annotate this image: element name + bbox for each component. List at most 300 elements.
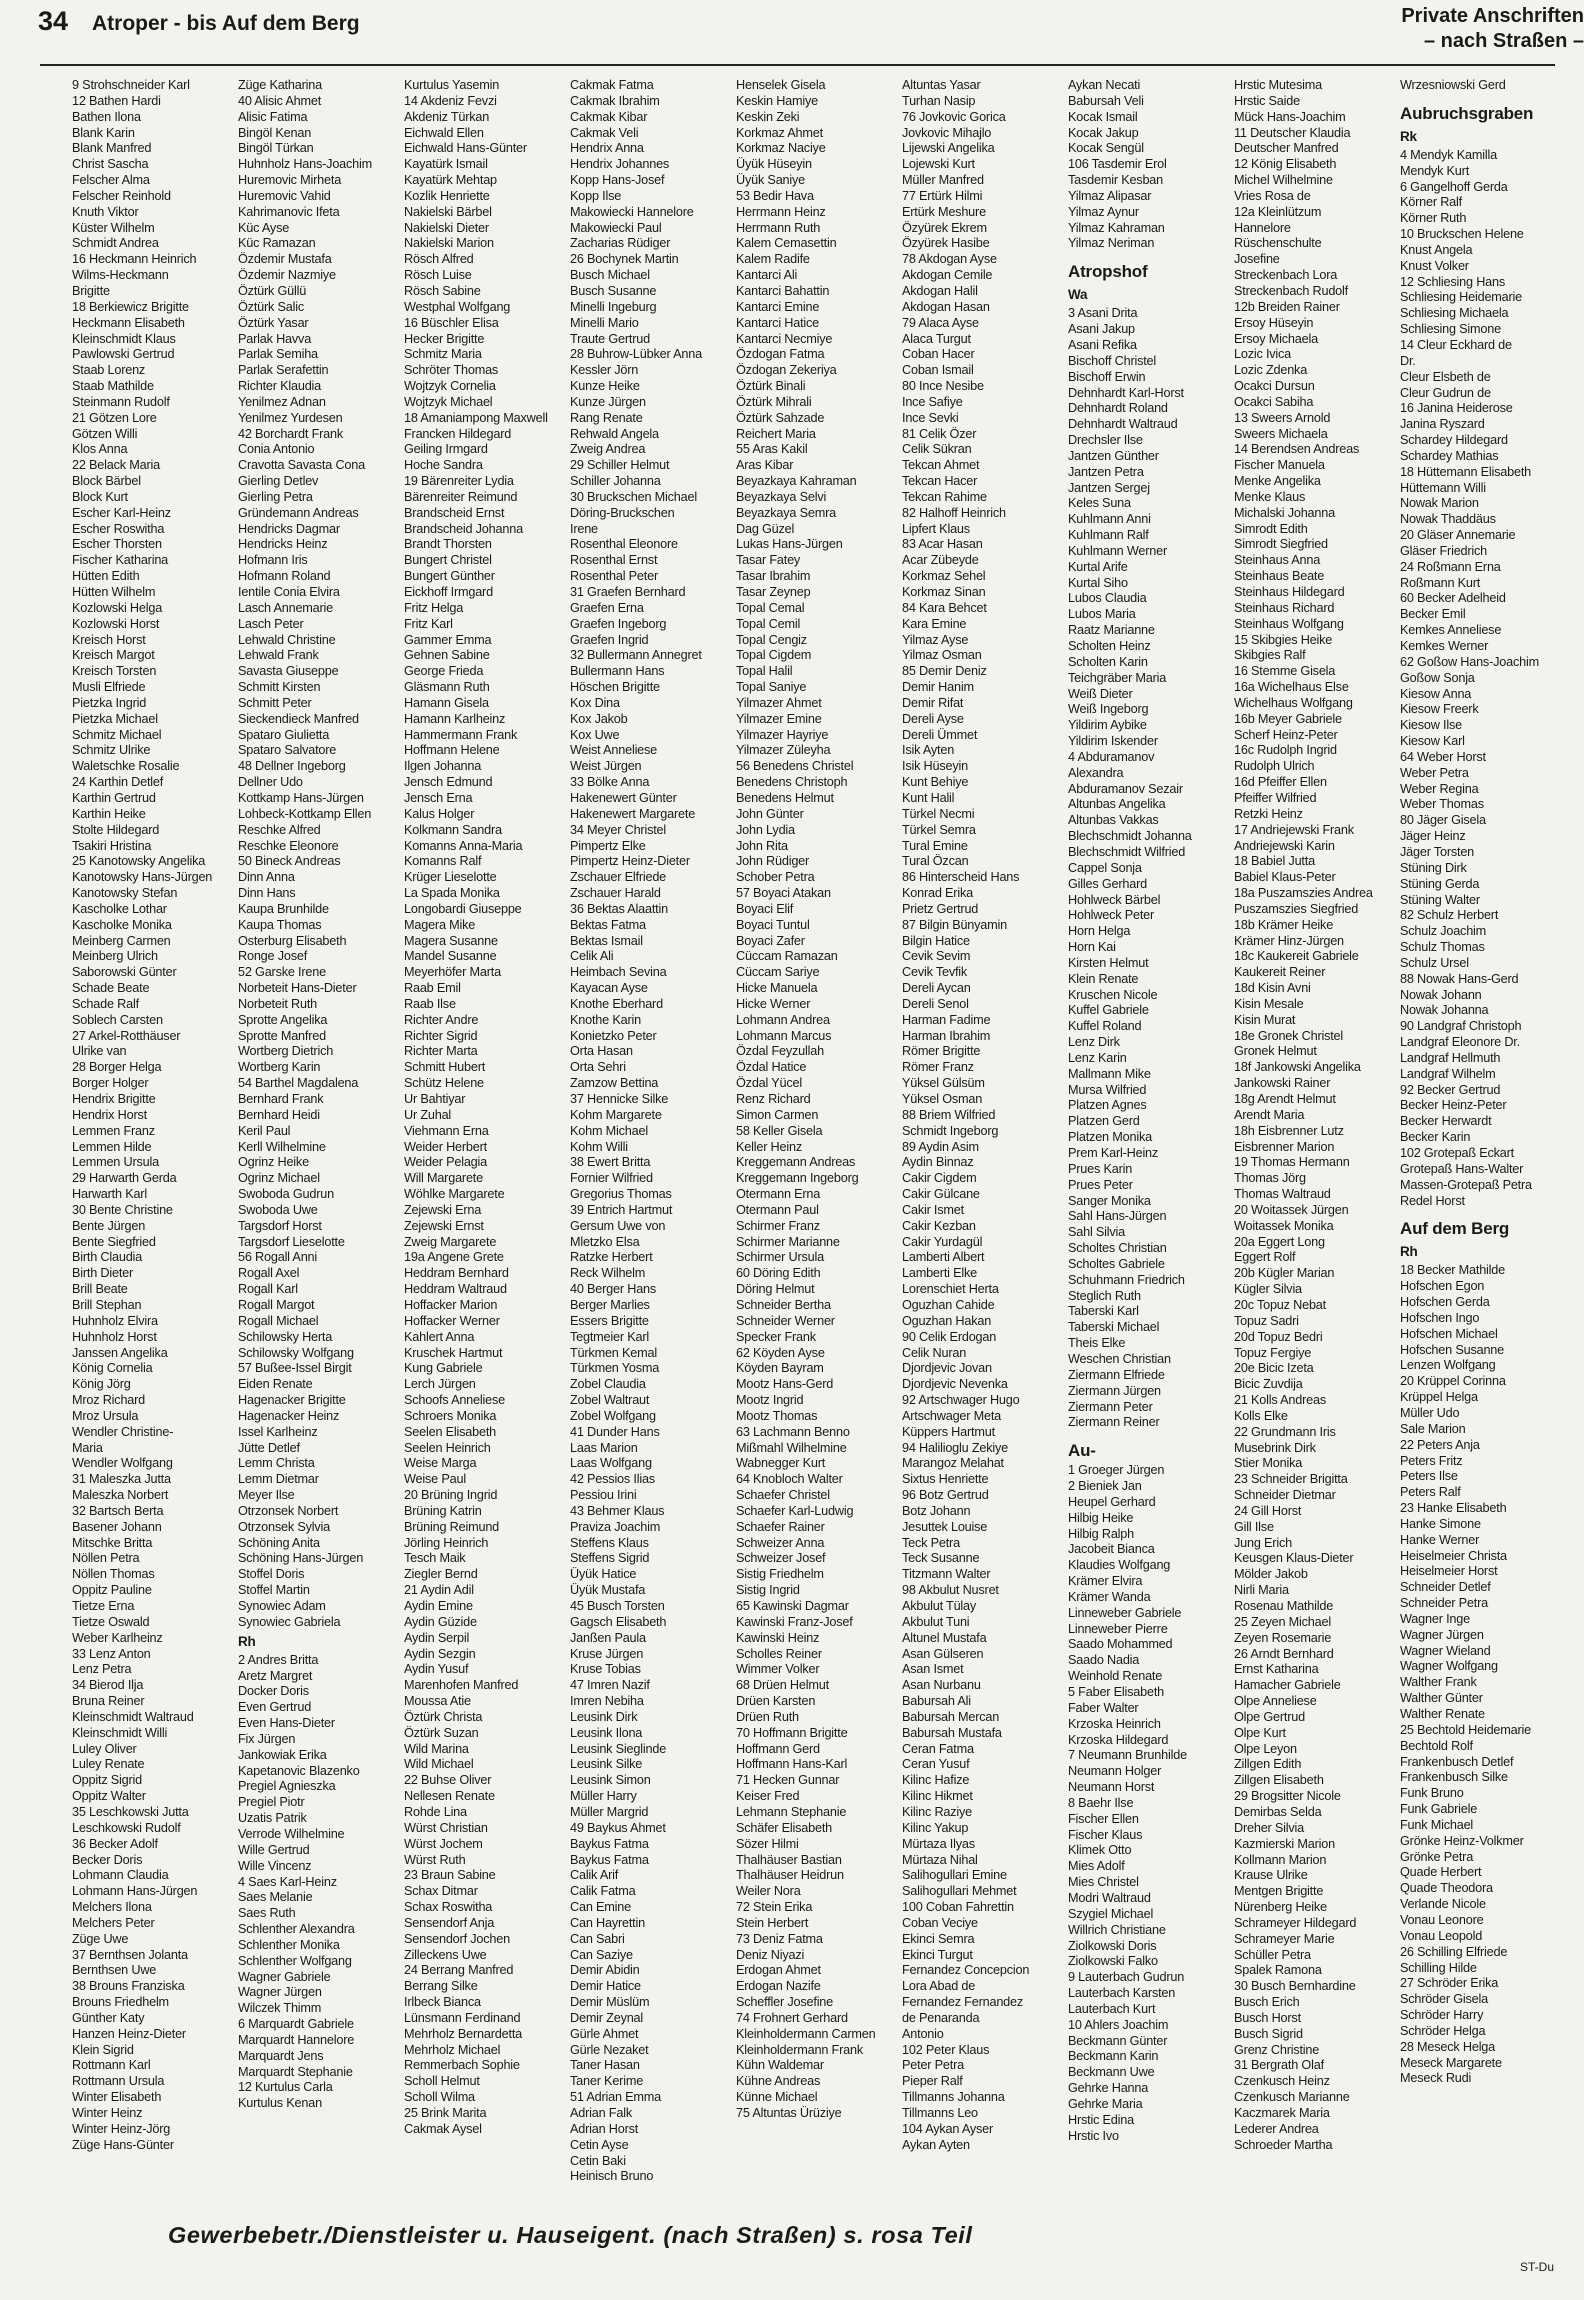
listing-entry: Francken Hildegard	[404, 426, 512, 441]
listing-entry: 64 Weber Horst	[1400, 749, 1486, 764]
listing-entry: Babiel Klaus-Peter	[1234, 870, 1336, 885]
listing-entry: John Lydia	[736, 822, 795, 837]
listing-entry: Yüksel Gülsüm	[902, 1076, 985, 1091]
listing-entry: Özdal Feyzullah	[736, 1044, 824, 1059]
listing-entry: Orta Hasan	[570, 1044, 633, 1059]
listing-entry: Salihogullari Emine	[902, 1868, 1007, 1883]
listing-entry: Topal Saniye	[736, 680, 807, 695]
listing-entry: Gierling Detlev	[238, 474, 319, 489]
listing-entry: Sprotte Angelika	[238, 1012, 328, 1027]
listing-entry: 23 Schneider Brigitta	[1234, 1472, 1348, 1487]
listing-entry: Laas Marion	[570, 1440, 638, 1455]
listing-entry: Parlak Serafettin	[238, 363, 329, 378]
listing-entry: Hrstic Ivo	[1068, 2128, 1119, 2143]
listing-entry: Sahl Hans-Jürgen	[1068, 1209, 1167, 1224]
listing-entry: Lehmann Stephanie	[736, 1804, 847, 1819]
listing-entry: Seelen Elisabeth	[404, 1424, 497, 1439]
listing-entry: 49 Baykus Ahmet	[570, 1820, 666, 1835]
listing-entry: Hanzen Heinz-Dieter	[72, 2026, 186, 2041]
listing-entry: 88 Nowak Hans-Gerd	[1400, 971, 1519, 986]
listing-entry: Horn Helga	[1068, 924, 1131, 939]
listing-entry: Mißmahl Wilhelmine	[736, 1440, 847, 1455]
listing-entry: Richter Andre	[404, 1012, 479, 1027]
listing-entry: Ersoy Hüseyin	[1234, 315, 1314, 330]
listing-entry: Schneider Bertha	[736, 1297, 831, 1312]
listing-entry: Özdemir Mustafa	[238, 252, 332, 267]
listing-entry: Ronge Josef	[238, 949, 308, 964]
listing-entry: Jankowski Rainer	[1234, 1076, 1331, 1091]
listing-entry: Akdogan Cemile	[902, 268, 993, 283]
listing-entry: 94 Halilioglu Zekiye	[902, 1440, 1009, 1455]
listing-entry: Schuhmann Friedrich	[1068, 1272, 1185, 1287]
listing-entry: Mehrholz Bernardetta	[404, 2026, 523, 2041]
listing-entry: 37 Bernthsen Jolanta	[72, 1947, 188, 1962]
listing-entry: 16 Janina Heiderose	[1400, 401, 1513, 416]
listing-entry: Reschke Alfred	[238, 822, 321, 837]
listing-entry: Taberski Karl	[1068, 1304, 1139, 1319]
listing-entry: 20d Topuz Bedri	[1234, 1329, 1323, 1344]
listing-entry: Eiden Renate	[238, 1377, 313, 1392]
listing-entry: 75 Altuntas Ürüziye	[736, 2106, 842, 2120]
listing-entry: Leusink Ilona	[570, 1725, 643, 1740]
listing-entry: Gersum Uwe von	[570, 1218, 666, 1233]
listing-entry: Öztürk Binali	[736, 379, 806, 394]
listing-entry: Ocakci Dursun	[1234, 379, 1315, 394]
listing-entry: Coban Ismail	[902, 363, 974, 378]
listing-entry: Gierling Petra	[238, 489, 313, 504]
listing-entry: 14 Berendsen Andreas	[1234, 442, 1360, 457]
listing-entry: Hagenacker Heinz	[238, 1408, 340, 1423]
listing-entry: Brill Beate	[72, 1282, 128, 1297]
listing-entry: 17 Andriejewski Frank	[1234, 822, 1354, 837]
section-title-line2: – nach Straßen –	[1423, 30, 1584, 52]
listing-entry: Erdogan Ahmet	[736, 1963, 821, 1978]
listing-entry: Jung Erich	[1234, 1535, 1292, 1550]
listing-entry: Tekcan Hacer	[902, 474, 978, 489]
listing-entry: Mies Adolf	[1068, 1859, 1125, 1874]
listing-entry: Yildirim Iskender	[1068, 734, 1158, 749]
listing-entry: Thomas Waltraud	[1234, 1187, 1331, 1202]
listing-entry: Hendricks Heinz	[238, 537, 328, 552]
listing-entry: Döring-Bruckschen	[570, 505, 675, 520]
listing-entry: Weist Jürgen	[570, 759, 642, 774]
listing-entry: Stoffel Doris	[238, 1567, 305, 1582]
listing-entry: Simrodt Siegfried	[1234, 537, 1328, 552]
listing-entry: Ziegler Bernd	[404, 1567, 478, 1582]
listing-entry: Topuz Sadri	[1234, 1313, 1299, 1328]
listing-entry: Leusink Silke	[570, 1757, 643, 1772]
listing-entry: Prues Peter	[1068, 1177, 1133, 1192]
listing-entry: Rösch Luise	[404, 268, 472, 283]
listing-entry: Gehrke Hanna	[1068, 2081, 1149, 2096]
listing-entry: 104 Aykan Ayser	[902, 2121, 994, 2136]
column-8	[1234, 78, 1392, 2208]
listing-entry: Zweig Andrea	[570, 442, 646, 457]
listing-entry: Teichgräber Maria	[1068, 670, 1167, 685]
listing-entry: Karthin Heike	[72, 806, 146, 821]
listing-entry: Yilmaz Ayse	[902, 632, 969, 647]
listing-entry: Hofschen Gerda	[1400, 1295, 1490, 1310]
listing-entry: Grotepaß Hans-Walter	[1400, 1161, 1524, 1176]
listing-entry: Mürtaza Nihal	[902, 1852, 978, 1867]
listing-entry: Demir Hanim	[902, 680, 974, 695]
listing-entry: 62 Goßow Hans-Joachim	[1400, 654, 1539, 669]
listing-entry: Öztürk Salic	[238, 299, 304, 314]
listing-entry: Titzmann Walter	[902, 1567, 991, 1582]
listing-entry: Rogall Michael	[238, 1313, 319, 1328]
listing-entry: 12 Schliesing Hans	[1400, 274, 1506, 289]
listing-entry: 85 Demir Deniz	[902, 664, 987, 679]
listing-entry: Meinberg Carmen	[72, 933, 171, 948]
listing-entry: 39 Entrich Hartmut	[570, 1202, 673, 1217]
listing-entry: 7 Neumann Brunhilde	[1068, 1748, 1187, 1763]
listing-entry: Kisin Murat	[1234, 1012, 1296, 1027]
listing-entry: Lünsmann Ferdinand	[404, 2010, 521, 2025]
listing-entry: Pregiel Piotr	[238, 1795, 305, 1810]
listing-entry: Pieper Ralf	[902, 2074, 963, 2089]
listing-entry: Grönke Petra	[1400, 1849, 1474, 1864]
listing-entry: Weider Pelagia	[404, 1155, 488, 1170]
listing-entry: Nakielski Marion	[404, 236, 494, 251]
listing-entry: Kessler Jörn	[570, 363, 639, 378]
listing-entry: Römer Franz	[902, 1060, 974, 1075]
listing-entry: Orta Sehri	[570, 1060, 626, 1075]
listing-entry: 25 Zeyen Michael	[1234, 1614, 1331, 1629]
listing-entry: Gürle Ahmet	[570, 2026, 639, 2041]
listing-entry: 78 Akdogan Ayse	[902, 252, 997, 267]
listing-entry: Mück Hans-Joachim	[1234, 109, 1346, 124]
listing-entry: Hicke Manuela	[736, 981, 818, 996]
listing-entry: 34 Bierod Ilja	[72, 1678, 144, 1693]
listing-entry: Türkel Necmi	[902, 806, 975, 821]
listing-entry: Mootz Hans-Gerd	[736, 1377, 834, 1392]
listing-entry: Pfeiffer Wilfried	[1234, 790, 1317, 805]
listing-entry: Kaukereit Reiner	[1234, 965, 1326, 980]
listing-entry: Topal Cemil	[736, 616, 801, 631]
listing-entry: Christ Sascha	[72, 157, 149, 172]
listing-entry: Sistig Friedhelm	[736, 1567, 824, 1582]
listing-entry: Kocak Sengül	[1068, 141, 1144, 156]
listing-entry: Harwarth Karl	[72, 1187, 147, 1202]
listing-entry: Schax Roswitha	[404, 1900, 493, 1915]
listing-entry: Schmidt Ingeborg	[902, 1123, 999, 1138]
listing-entry: Demir Zeynal	[570, 2010, 644, 2025]
listing-entry: Targsdorf Lieselotte	[238, 1234, 345, 1249]
listing-entry: Steinhaus Anna	[1234, 553, 1321, 568]
listing-entry: Arendt Maria	[1234, 1107, 1305, 1122]
listing-entry: Basener Johann	[72, 1519, 162, 1534]
listing-entry: Magera Susanne	[404, 933, 498, 948]
listing-entry: Yenilmez Yurdesen	[238, 410, 343, 425]
listing-entry: Korkmaz Ahmet	[736, 125, 823, 140]
listing-entry: Bingöl Kenan	[238, 125, 312, 140]
listing-entry: 76 Jovkovic Gorica	[902, 109, 1006, 124]
listing-entry: Spalek Ramona	[1234, 1963, 1322, 1978]
listing-entry: 31 Maleszka Jutta	[72, 1472, 171, 1487]
listing-entry: Schmitt Kirsten	[238, 680, 321, 695]
listing-entry: Ertürk Meshure	[902, 204, 986, 219]
listing-entry: 90 Landgraf Christoph	[1400, 1019, 1522, 1034]
listing-entry: Kox Dina	[570, 695, 620, 710]
listing-entry: Hendrix Horst	[72, 1107, 147, 1122]
listing-entry: Eickhoff Irmgard	[404, 585, 493, 599]
listing-entry: Beyazkaya Kahraman	[736, 474, 857, 489]
listing-entry: Kohm Margarete	[570, 1107, 662, 1122]
listing-entry: Hoffmann Gerd	[736, 1741, 820, 1756]
listing-entry: Bullermann Hans	[570, 664, 665, 679]
listing-entry: Funk Gabriele	[1400, 1802, 1478, 1817]
listing-entry: Wagner Wieland	[1400, 1643, 1491, 1658]
listing-entry: Swoboda Uwe	[238, 1202, 318, 1217]
listing-entry: Menke Klaus	[1234, 489, 1306, 504]
listing-entry: Meyerhöfer Marta	[404, 965, 501, 980]
listing-entry: 4 Saes Karl-Heinz	[238, 1874, 337, 1889]
listing-entry: Theis Elke	[1068, 1336, 1126, 1351]
listing-entry: 30 Bruckschen Michael	[570, 489, 697, 504]
street-heading: Aubruchsgraben	[1400, 103, 1534, 123]
listing-entry: Ince Sevki	[902, 410, 959, 425]
listing-entry: Tegtmeier Karl	[570, 1329, 649, 1344]
listing-entry: 62 Köyden Ayse	[736, 1345, 825, 1360]
listing-entry: Wimmer Volker	[736, 1662, 820, 1677]
listing-entry: Cetin Baki	[570, 2153, 626, 2168]
listing-entry: Lemmen Franz	[72, 1123, 155, 1138]
listing-entry: Schade Ralf	[72, 996, 139, 1011]
listing-entry: Lohmann Hans-Jürgen	[72, 1884, 198, 1899]
listing-entry: Taner Hasan	[570, 2058, 640, 2073]
listing-entry: Scholl Helmut	[404, 2074, 480, 2089]
listing-entry: Mies Christel	[1068, 1875, 1139, 1890]
listing-entry: Krämer Wanda	[1068, 1589, 1151, 1604]
listing-entry: Rosenau Mathilde	[1234, 1599, 1334, 1613]
listing-entry: Hamann Karlheinz	[404, 711, 506, 726]
listing-entry: Kollmann Marion	[1234, 1852, 1327, 1867]
listing-entry: Züge Uwe	[72, 1931, 129, 1946]
listing-entry: 86 Hinterscheid Hans	[902, 870, 1020, 885]
listing-entry: Renz Richard	[736, 1092, 811, 1106]
listing-entry: Cakmak Kibar	[570, 109, 648, 124]
listing-entry: 36 Becker Adolf	[72, 1836, 158, 1851]
listing-entry: Kunt Halil	[902, 790, 955, 805]
listing-entry: Wabnegger Kurt	[736, 1456, 826, 1471]
listing-entry: Rohde Lina	[404, 1804, 467, 1819]
listing-entry: Neumann Horst	[1068, 1780, 1155, 1795]
listing-entry: Türkmen Kemal	[570, 1345, 657, 1360]
listing-entry: Ientile Conia Elvira	[238, 585, 340, 599]
listing-entry: Döring Helmut	[736, 1282, 815, 1297]
listing-entry: Parlak Havva	[238, 331, 312, 346]
listing-entry: Celik Nuran	[902, 1345, 967, 1360]
listing-entry: 100 Coban Fahrettin	[902, 1900, 1014, 1915]
listing-entry: Schaefer Rainer	[736, 1519, 825, 1534]
listing-entry: Günther Katy	[72, 2010, 145, 2025]
listing-entry: Jesuttek Louise	[902, 1519, 988, 1534]
listing-entry: Erdogan Nazife	[736, 1979, 821, 1994]
listing-entry: Hendrix Anna	[570, 141, 644, 156]
listing-entry: Conia Antonio	[238, 442, 315, 457]
listing-entry: 20 Woitassek Jürgen	[1234, 1202, 1349, 1217]
listing-entry: Specker Frank	[736, 1329, 816, 1344]
listing-entry: 20a Eggert Long	[1234, 1234, 1325, 1249]
listing-entry: Rudolph Ulrich	[1234, 759, 1315, 774]
listing-entry: Ceran Fatma	[902, 1741, 974, 1756]
listing-entry: Berger Marlies	[570, 1297, 650, 1312]
listing-entry: Deutscher Manfred	[1234, 141, 1339, 156]
listing-entry: Funk Michael	[1400, 1817, 1474, 1832]
listing-entry: Jörling Heinrich	[404, 1535, 489, 1550]
listing-entry: 18c Kaukereit Gabriele	[1234, 949, 1359, 964]
listing-entry: Sahl Silvia	[1068, 1225, 1126, 1240]
listing-entry: Lamberti Elke	[902, 1266, 977, 1281]
listing-entry: Cakir Ismet	[902, 1202, 964, 1217]
listing-entry: Korkmaz Sehel	[902, 569, 986, 584]
listing-entry: Peters Ralf	[1400, 1485, 1461, 1500]
listing-entry: Weiß Dieter	[1068, 686, 1133, 701]
listing-entry: Schulz Joachim	[1400, 924, 1487, 939]
listing-entry: 82 Halhoff Heinrich	[902, 505, 1006, 520]
listing-entry: 42 Borchardt Frank	[238, 426, 343, 441]
listing-entry: Schäfer Elisabeth	[736, 1820, 833, 1835]
listing-entry: Schliesing Simone	[1400, 322, 1501, 337]
listing-entry: Escher Roswitha	[72, 521, 165, 536]
listing-entry: 55 Aras Kakil	[736, 442, 808, 457]
listing-entry: Josefine	[1234, 252, 1280, 267]
listing-entry: Knothe Eberhard	[570, 996, 663, 1011]
listing-entry: Tietze Oswald	[72, 1614, 150, 1629]
listing-entry: Keller Heinz	[736, 1139, 802, 1154]
listing-entry: Akbulut Tuni	[902, 1614, 970, 1629]
listing-entry: Henselek Gisela	[736, 78, 826, 92]
listing-entry: Busch Susanne	[570, 283, 657, 298]
listing-entry: Marquardt Jens	[238, 2048, 324, 2063]
listing-entry: Leusink Sieglinde	[570, 1741, 667, 1756]
listing-entry: Lauterbach Kurt	[1068, 2001, 1156, 2016]
listing-entry: 106 Tasdemir Erol	[1068, 157, 1167, 172]
listing-entry: Kaczmarek Maria	[1234, 2106, 1330, 2120]
listing-entry: Graefen Ingrid	[570, 632, 649, 647]
listing-entry: Mursa Wilfried	[1068, 1082, 1147, 1097]
listing-entry: Rüschenschulte	[1234, 236, 1322, 251]
listing-entry: Ilgen Johanna	[404, 759, 482, 774]
listing-entry: Kiesow Ilse	[1400, 718, 1462, 733]
listing-entry: Cevik Tevfik	[902, 965, 968, 980]
listing-entry: Dehnhardt Karl-Horst	[1068, 385, 1184, 400]
listing-entry: Keiser Fred	[736, 1789, 800, 1804]
listing-entry: Hofschen Michael	[1400, 1326, 1498, 1341]
listing-entry: Steinhaus Beate	[1234, 569, 1325, 584]
listing-entry: Ogrinz Heike	[238, 1155, 309, 1170]
listing-entry: Kisin Mesale	[1234, 996, 1304, 1011]
listing-entry: Hoffacker Marion	[404, 1297, 498, 1312]
listing-entry: 1 Groeger Jürgen	[1068, 1463, 1165, 1478]
listing-entry: Yilmaz Alipasar	[1068, 188, 1152, 203]
listing-entry: Kox Jakob	[570, 711, 628, 726]
listing-entry: Teck Susanne	[902, 1551, 980, 1566]
listing-entry: Kleinschmidt Waltraud	[72, 1709, 194, 1724]
listing-entry: Sensendorf Anja	[404, 1915, 495, 1930]
listing-entry: 29 Brogsitter Nicole	[1234, 1789, 1341, 1804]
listing-entry: Can Sabri	[570, 1931, 625, 1946]
listing-entry: 15 Skibgies Heike	[1234, 632, 1333, 647]
listing-entry: Keril Paul	[238, 1123, 291, 1138]
listing-entry: Öztürk Sahzade	[736, 410, 825, 425]
listing-entry: Schmidt Andrea	[72, 236, 159, 251]
listing-entry: 89 Aydin Asim	[902, 1139, 979, 1154]
listing-entry: 54 Barthel Magdalena	[238, 1076, 359, 1091]
listing-entry: 16 Büschler Elisa	[404, 315, 499, 330]
listing-entry: 31 Bergrath Olaf	[1234, 2058, 1324, 2073]
listing-entry: Verlande Nicole	[1400, 1897, 1486, 1912]
listing-entry: Kuhlmann Werner	[1068, 543, 1168, 558]
listing-entry: 3 Asani Drita	[1068, 306, 1138, 321]
listing-entry: Weber Thomas	[1400, 797, 1484, 812]
listing-entry: Swoboda Gudrun	[238, 1187, 334, 1202]
listing-entry: Cakir Gülcane	[902, 1187, 980, 1202]
street-heading: Atropshof	[1068, 262, 1148, 282]
listing-entry: Winter Elisabeth	[72, 2090, 162, 2105]
listing-entry: Kurtulus Kenan	[238, 2096, 322, 2111]
listing-entry: Ceran Yusuf	[902, 1757, 970, 1772]
listing-entry: 40 Berger Hans	[570, 1282, 657, 1297]
listing-entry: Kurtulus Yasemin	[404, 78, 500, 92]
listing-entry: 30 Bente Christine	[72, 1202, 173, 1217]
listing-entry: Bicic Zuvdija	[1234, 1377, 1303, 1392]
listing-entry: Becker Doris	[72, 1852, 143, 1867]
listing-entry: Kirsten Helmut	[1068, 955, 1149, 970]
listing-entry: Hecker Brigitte	[404, 331, 485, 346]
listing-entry: Weschen Christian	[1068, 1351, 1171, 1366]
listing-entry: 57 Boyaci Atakan	[736, 886, 831, 901]
listing-entry: Götzen Willi	[72, 426, 138, 441]
listing-entry: Reck Wilhelm	[570, 1266, 646, 1281]
listing-entry: Cakmak Fatma	[570, 78, 654, 92]
listing-entry: Schmitz Michael	[72, 727, 162, 742]
listing-entry: Lamberti Albert	[902, 1250, 985, 1265]
listing-entry: Kunze Jürgen	[570, 394, 646, 409]
listing-entry: 18f Jankowski Angelika	[1234, 1060, 1361, 1075]
listing-entry: Yenilmez Adnan	[238, 394, 326, 409]
listing-entry: Nowak Marion	[1400, 496, 1479, 511]
listing-entry: Heddram Bernhard	[404, 1266, 509, 1281]
listing-entry: 23 Hanke Elisabeth	[1400, 1501, 1507, 1516]
listing-entry: Thomas Jörg	[1234, 1171, 1306, 1186]
column-2	[238, 78, 396, 2208]
listing-entry: Hrstic Edina	[1068, 2112, 1134, 2127]
listing-entry: Gehnen Sabine	[404, 648, 490, 663]
listing-entry: Mürtaza Ilyas	[902, 1836, 975, 1851]
listing-entry: Soblech Carsten	[72, 1012, 163, 1027]
listing-entry: Meseck Margarete	[1400, 2055, 1502, 2070]
listing-entry: Wild Michael	[404, 1757, 474, 1772]
listing-entry: Cakmak Ibrahim	[570, 93, 660, 108]
listing-entry: Coban Veciye	[902, 1915, 978, 1930]
listing-entry: Ocakci Sabiha	[1234, 394, 1314, 409]
listing-entry: Irene	[570, 521, 598, 536]
listing-entry: Salihogullari Mehmet	[902, 1884, 1017, 1899]
listing-entry: Lohmann Andrea	[736, 1012, 830, 1027]
listing-entry: Yilmaz Kahraman	[1068, 220, 1165, 235]
listing-entry: 8 Baehr Ilse	[1068, 1795, 1134, 1810]
listing-entry: 14 Cleur Eckhard de	[1400, 337, 1512, 352]
listing-entry: 4 Mendyk Kamilla	[1400, 147, 1497, 162]
listing-entry: Artschwager Meta	[902, 1408, 1002, 1423]
listing-entry: Keles Suna	[1068, 496, 1131, 511]
listing-entry: Wagner Inge	[1400, 1611, 1470, 1626]
listing-entry: 13 Sweers Arnold	[1234, 410, 1331, 425]
listing-entry: Sensendorf Jochen	[404, 1931, 510, 1946]
listing-entry: Kascholke Lothar	[72, 901, 167, 916]
listing-entry: 63 Lachmann Benno	[736, 1424, 850, 1439]
